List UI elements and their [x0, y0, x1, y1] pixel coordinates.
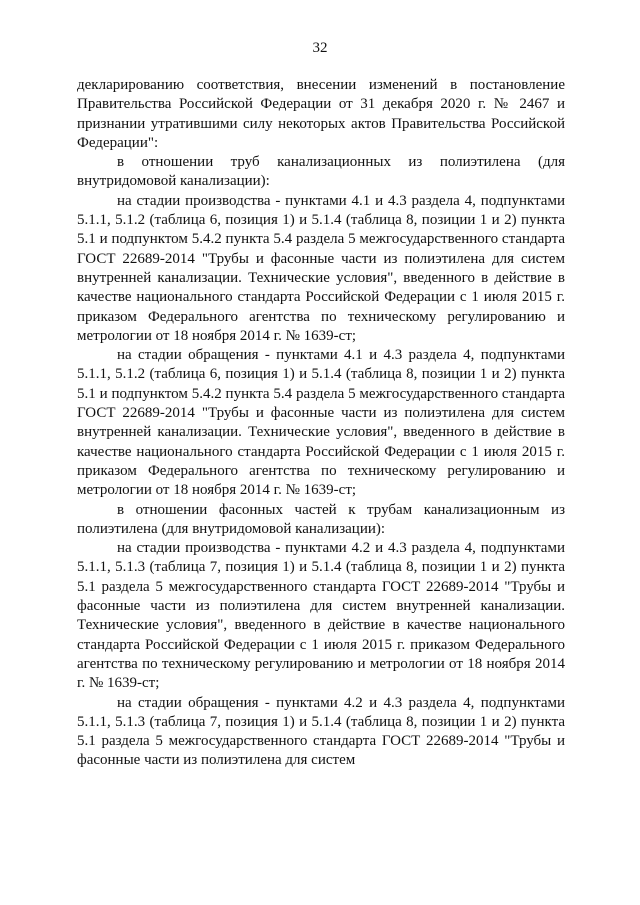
page-number: 32: [312, 40, 328, 56]
paragraph-fittings-heading: в отношении фасонных частей к трубам канализационным из полиэтилена (для внутридомовой канализации):: [77, 501, 565, 537]
paragraph-pipes-production: на стадии производства - пунктами 4.1 и 4.3 раздела 4, подпунктами 5.1.1, 5.1.2 (таблица 6, позиция 1) и 5.1.4 (таблица 8, позиции 1 и 2) пункта 5.1 и подпунктом 5.4.2 пункта 5.4 раздела 5 межгосударственного стандарта ГОСТ 22689-2014 "Трубы и фасонные части из полиэтилена для систем внутренней канализации. Технические условия", введенного в действие в качестве национального стандарта Российской Федерации с 1 июля 2015 г. приказом Федерального агентства по техническому регулированию и метрологии от 18 ноября 2014 г. № 1639-ст;: [77, 192, 565, 344]
document-body: [77, 76, 565, 771]
paragraph-fittings-circulation: на стадии обращения - пунктами 4.2 и 4.3 раздела 4, подпунктами 5.1.1, 5.1.3 (таблица 7, позиция 1) и 5.1.4 (таблица 8, позиции 1 и 2) пункта 5.1 раздела 5 межгосударственного стандарта ГОСТ 22689-2014 "Трубы и фасонные части из полиэтилена для систем: [77, 694, 565, 769]
paragraph-fittings-production: на стадии производства - пунктами 4.2 и 4.3 раздела 4, подпунктами 5.1.1, 5.1.3 (таблица 7, позиция 1) и 5.1.4 (таблица 8, позиции 1 и 2) пункта 5.1 раздела 5 межгосударственного стандарта ГОСТ 22689-2014 "Трубы и фасонные части из полиэтилена для систем внутренней канализации. Технические условия", введенного в действие в качестве национального стандарта Российской Федерации с 1 июля 2015 г. приказом Федерального агентства по техническому регулированию и метрологии от 18 ноября 2014 г. № 1639-ст;: [77, 540, 565, 692]
paragraph-pipes-circulation: на стадии обращения - пунктами 4.1 и 4.3 раздела 4, подпунктами 5.1.1, 5.1.2 (таблица 6, позиция 1) и 5.1.4 (таблица 8, позиции 1 и 2) пункта 5.1 и подпунктом 5.4.2 пункта 5.4 раздела 5 межгосударственного стандарта ГОСТ 22689-2014 "Трубы и фасонные части из полиэтилена для систем внутренней канализации. Технические условия", введенного в действие в качестве национального стандарта Российской Федерации с 1 июля 2015 г. приказом Федерального агентства по техническому регулированию и метрологии от 18 ноября 2014 г. № 1639-ст;: [77, 347, 565, 499]
paragraph-continuation: декларированию соответствия, внесении изменений в постановление Правительства Российской Федерации от 31 декабря 2020 г. № 2467 и признании утратившими силу некоторых актов Правительства Российской Федерации":: [77, 77, 565, 151]
paragraph-pipes-heading: в отношении труб канализационных из полиэтилена (для внутридомовой канализации):: [77, 154, 565, 190]
